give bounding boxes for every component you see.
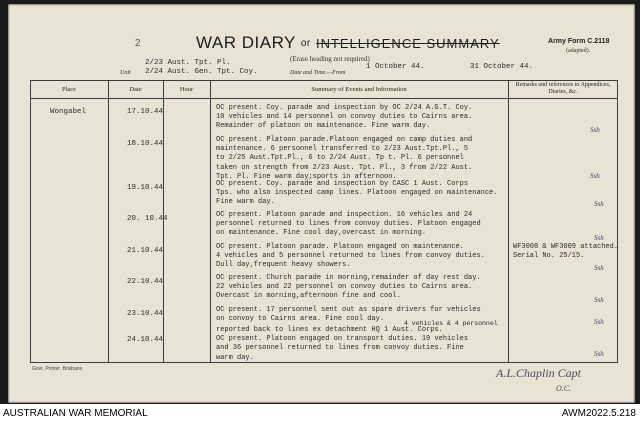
period-to: 31 October 44. — [470, 63, 534, 71]
archive-footer — [0, 404, 640, 423]
unit-line-2: 2/24 Aust. Gen. Tpt. Coy. — [145, 68, 258, 76]
entry-date: 17.10.44 — [127, 108, 164, 116]
initials-mark: Ssh — [594, 296, 604, 304]
printer-imprint: Govt. Printer, Brisbane — [32, 366, 83, 372]
place-cell: Wongabel — [50, 108, 87, 116]
title-or: or — [300, 38, 311, 50]
unit-label: Unit — [120, 70, 131, 76]
initials-mark: Ssh — [590, 172, 600, 180]
entry-summary: OC present. Coy. parade and inspection by OC 2/24 A.G.T. Coy. 10 vehicles and 14 personnel on convoy duties to Cairns area. Remainder of platoon on maintenance. Fine warm day. — [216, 104, 473, 131]
signature-rank: O.C. — [556, 384, 572, 393]
col-rule-left — [30, 80, 31, 362]
entry-date: 21.10.44 — [127, 247, 164, 255]
initials-mark: Ssh — [594, 264, 604, 272]
archive-name: AUSTRALIAN WAR MEMORIAL — [3, 408, 148, 419]
initials-mark: Ssh — [594, 350, 604, 358]
archive-reference: AWM2022.5.218 — [561, 408, 636, 419]
army-form-note: (adapted). — [566, 48, 591, 54]
column-header-hour: Hour — [179, 86, 194, 93]
col-rule-place — [108, 80, 109, 362]
entry-summary: reported back to lines ex detachment HQ 1 Aust. Corps. OC present. Platoon engaged on transport duties. 19 vehicles and 36 personnel returned to lines from convoy duties. Fine warm day. — [216, 326, 469, 362]
entry-summary: OC present. Platoon parade. Platoon engaged on maintenance. 4 vehicles and 5 personnel returned to lines from convoy duties. Dull day,frequent heavy showers. — [216, 243, 485, 270]
header-bottom-rule — [30, 98, 618, 99]
erase-note: (Erase heading not required) — [290, 55, 370, 63]
title-main: WAR DIARY — [196, 33, 296, 52]
entry-date: 24.10.44 — [127, 336, 164, 344]
date-time-label: Date and Time.—From — [290, 70, 346, 76]
initials-mark: Ssh — [590, 126, 600, 134]
entry-date: 22.10.44 — [127, 278, 164, 286]
entry-date: 19.10.44 — [127, 184, 164, 192]
column-header-remarks: Remarks and references to Appendices, Diaries, &c. — [515, 82, 611, 95]
entry-summary: OC present. Church parade in morning,remainder of day rest day. 22 vehicles and 22 personnel on convoy duties to Cairns area. Overcast in morning,afternoon fine and cool. — [216, 274, 481, 301]
entry-date: 23.10.44 — [127, 310, 164, 318]
title-struck: INTELLIGENCE SUMMARY — [315, 36, 500, 51]
col-rule-right — [617, 80, 618, 362]
column-header-place: Place — [61, 86, 77, 93]
entry-date: 18.10.44 — [127, 140, 164, 148]
period-from: 1 October 44. — [366, 63, 425, 71]
entry-summary: OC present. 17 personnel sent out as spare drivers for vehicles on convoy to Cairns area. Fine cool day. — [216, 306, 481, 324]
table-top-rule — [30, 80, 618, 81]
column-header-summary: Summary of Events and Information — [311, 86, 407, 93]
col-rule-summary — [508, 80, 509, 362]
signature: A.L.Chaplin Capt — [496, 366, 582, 380]
column-header-date: Date — [129, 86, 142, 93]
initials-mark: Ssh — [594, 318, 604, 326]
remark-attachment: WF3008 & WF3009 attached. Serial No. 25/15. — [513, 243, 619, 260]
col-rule-hour — [210, 80, 211, 362]
unit-line-1: 2/23 Aust. Tpt. Pl. — [145, 59, 231, 67]
page-number: 2 — [135, 38, 141, 49]
initials-mark: Ssh — [594, 200, 604, 208]
entry-summary: OC present. Platoon parade.Platoon engaged on camp duties and maintenance. 6 personnel transferred to 2/23 Aust.Tpt.Pl., 5 to 2/25 Aust.Tpt.Pl., 6 to 2/24 Aust. Tp t. Pl. 6 personnel taken on strength from 2/23 Aust. Tpt. Pl., 3 from 2/22 Aust. Tpt. Pl. Fine warm day;sports in afternoon. — [216, 136, 473, 181]
entry-summary: OC present. Platoon parade and inspection. 16 vehicles and 24 personnel returned to lines from convoy duties. Platoon engaged on maintenance. Fine cool day,overcast in morning. — [216, 211, 481, 238]
entry-date: 20. 10.44 — [127, 215, 168, 223]
army-form-number: Army Form C.2118 — [548, 38, 610, 45]
form-title — [196, 33, 500, 53]
handwritten-insertion: 4 vehicles & 4 personnel — [404, 320, 498, 327]
initials-mark: Ssh — [594, 234, 604, 242]
entry-summary: OC present. Coy. parade and inspection by CASC 1 Aust. Corps Tps. who also inspected camp lines. Platoon engaged on maintenance. Fine warm day. — [216, 180, 498, 207]
